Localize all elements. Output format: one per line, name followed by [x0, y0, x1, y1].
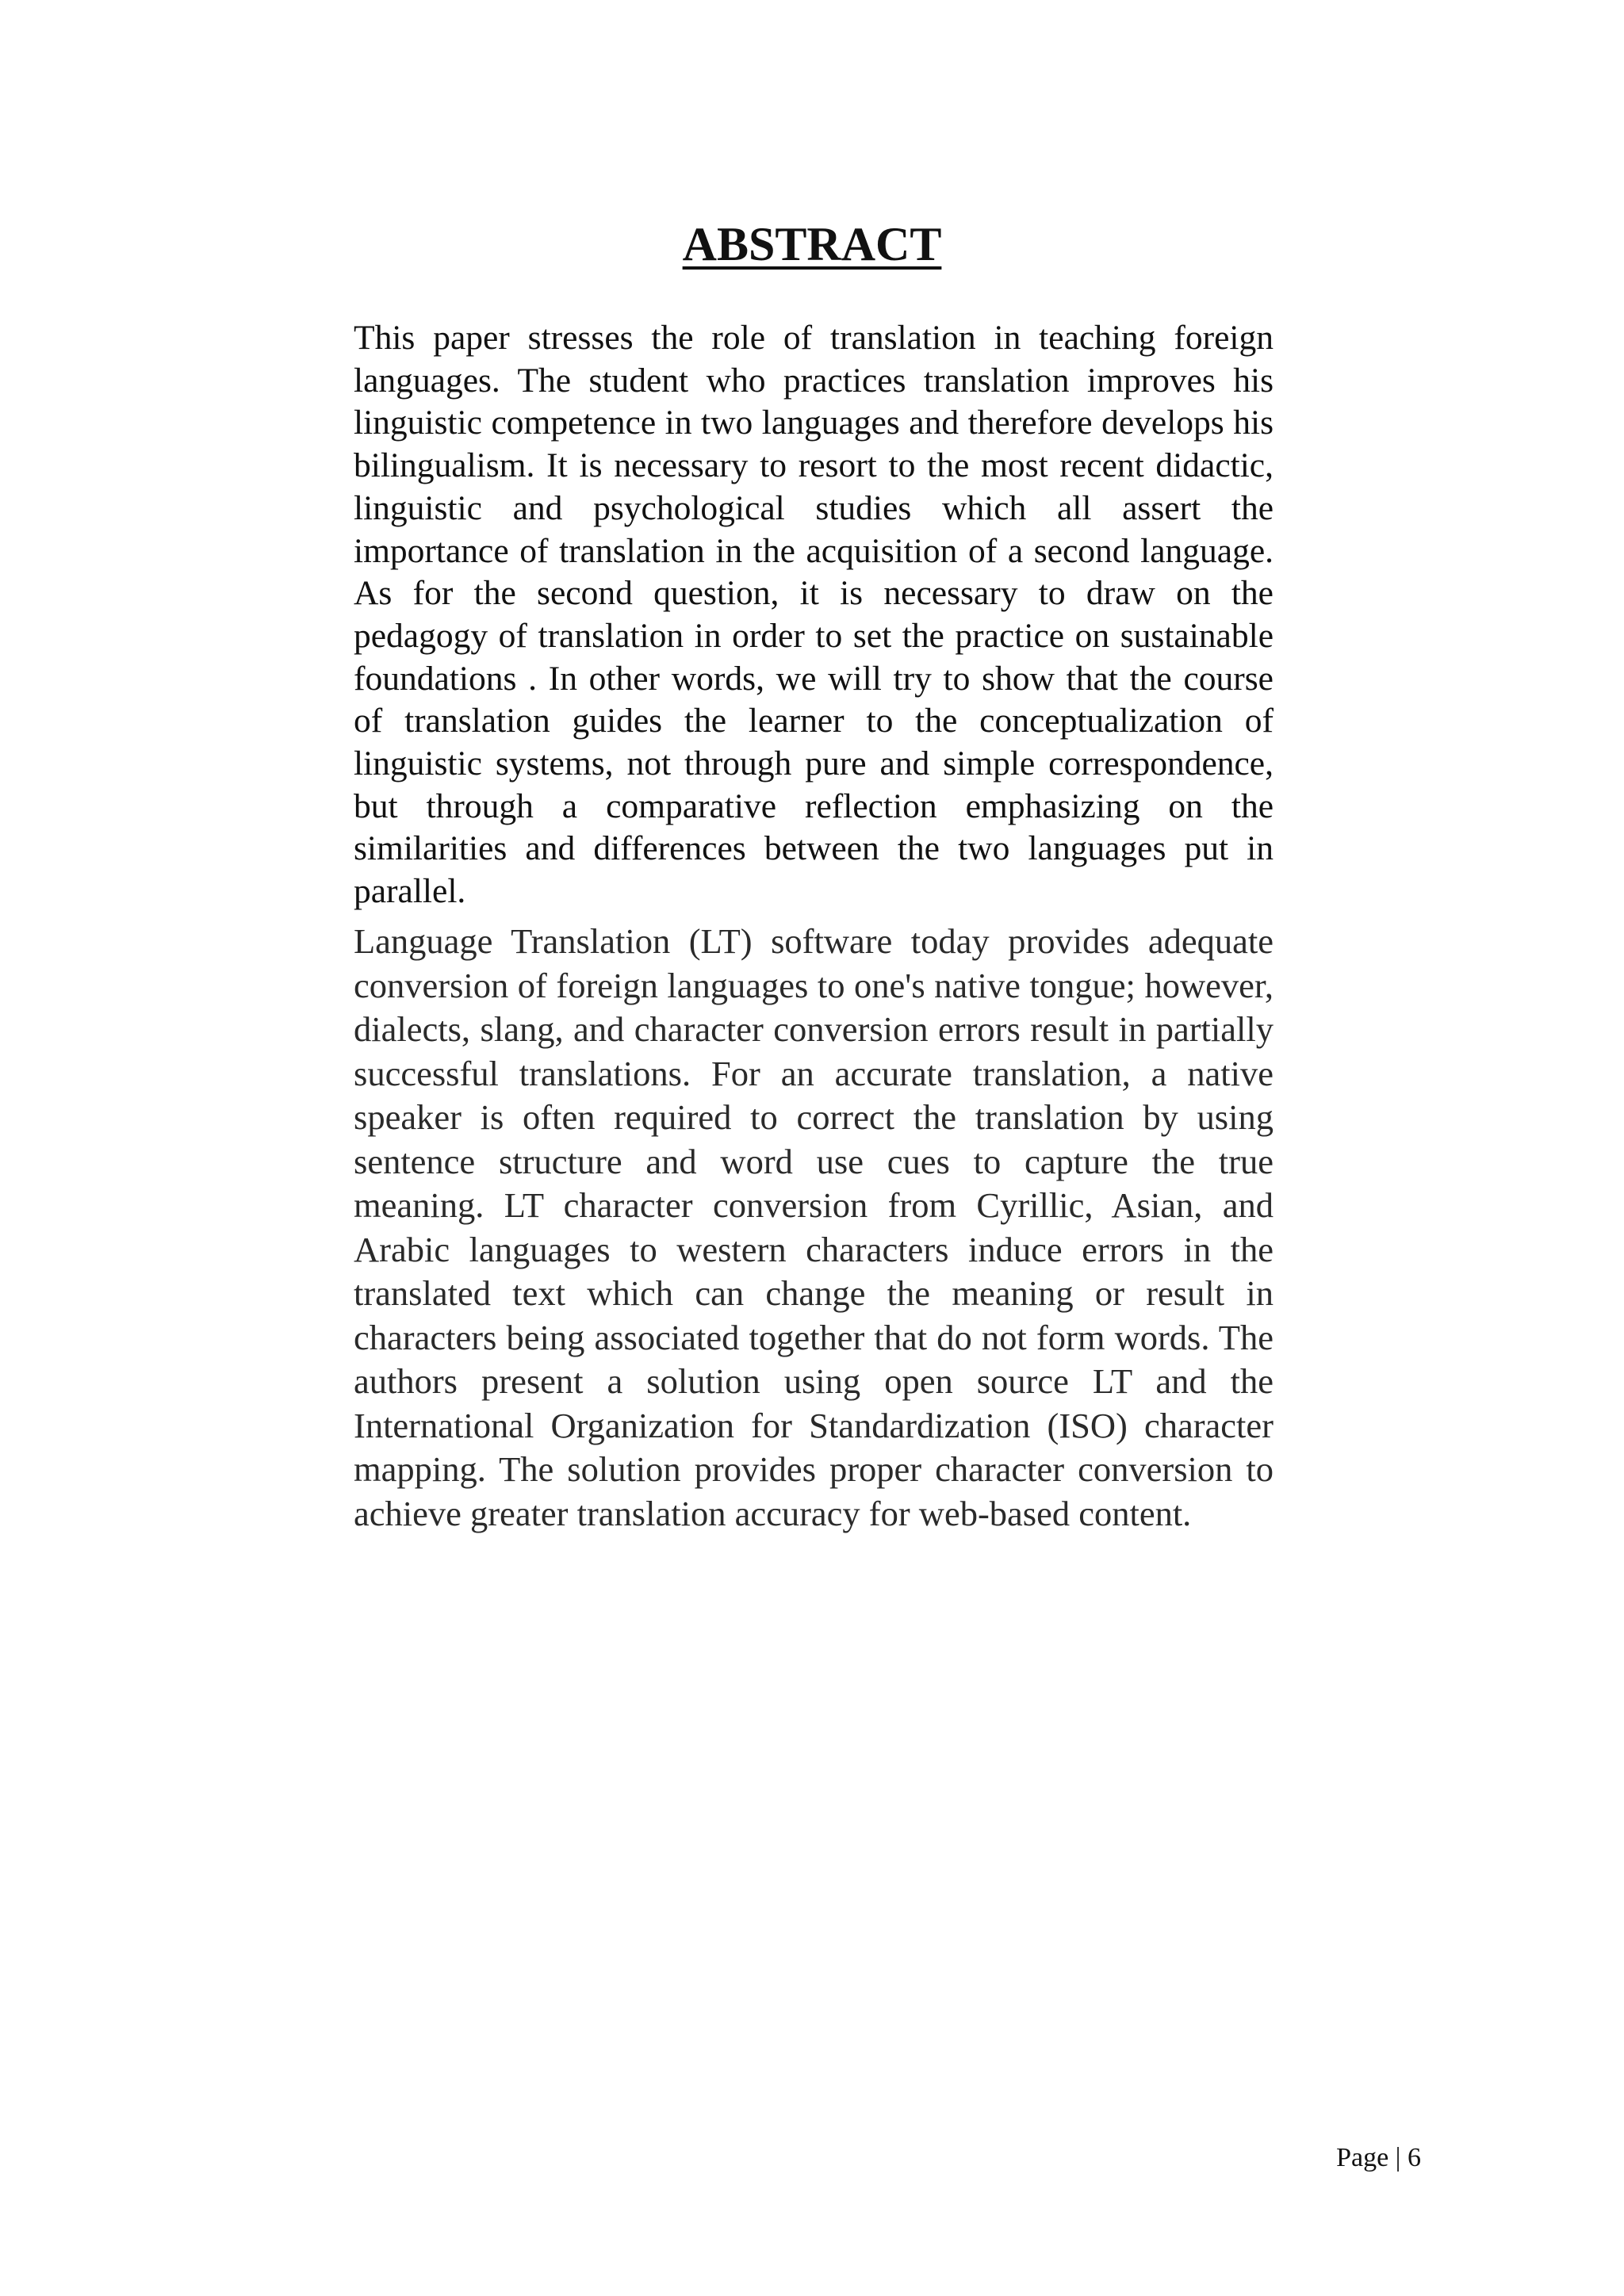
page-number: Page | 6: [1336, 2143, 1421, 2172]
abstract-paragraph-2: Language Translation (LT) software today provides adequate conversion of foreign languages to one's native tongue; however, dialects, slang, and character conversion errors result in partially successful translations. For an accurate translation, a native speaker is often required to correct the translation by using sentence structure and word use cues to capture the true meaning. LT character conversion from Cyrillic, Asian, and Arabic languages to western characters induce errors in the translated text which can change the meaning or result in characters being associated together that do not form words. The authors present a solution using open source LT and the International Organization for Standardization (ISO) character mapping. The solution provides proper character conversion to achieve greater translation accuracy for web-based content.: [354, 921, 1274, 1533]
abstract-paragraph-1: This paper stresses the role of translation in teaching foreign languages. The student who practices translation improves his linguistic competence in two languages and therefore develops his bilingualism. It is necessary to resort to the most recent didactic, linguistic and psychological studies which all assert the importance of translation in the acquisition of a second language. As for the second question, it is necessary to draw on the pedagogy of translation in order to set the practice on sustainable foundations . In other words, we will try to show that the course of translation guides the learner to the conceptualization of linguistic systems, not through pure and simple correspondence, but through a comparative reflection emphasizing on the similarities and differences between the two languages put in parallel.: [354, 319, 1274, 911]
abstract-title: ABSTRACT: [682, 218, 942, 270]
